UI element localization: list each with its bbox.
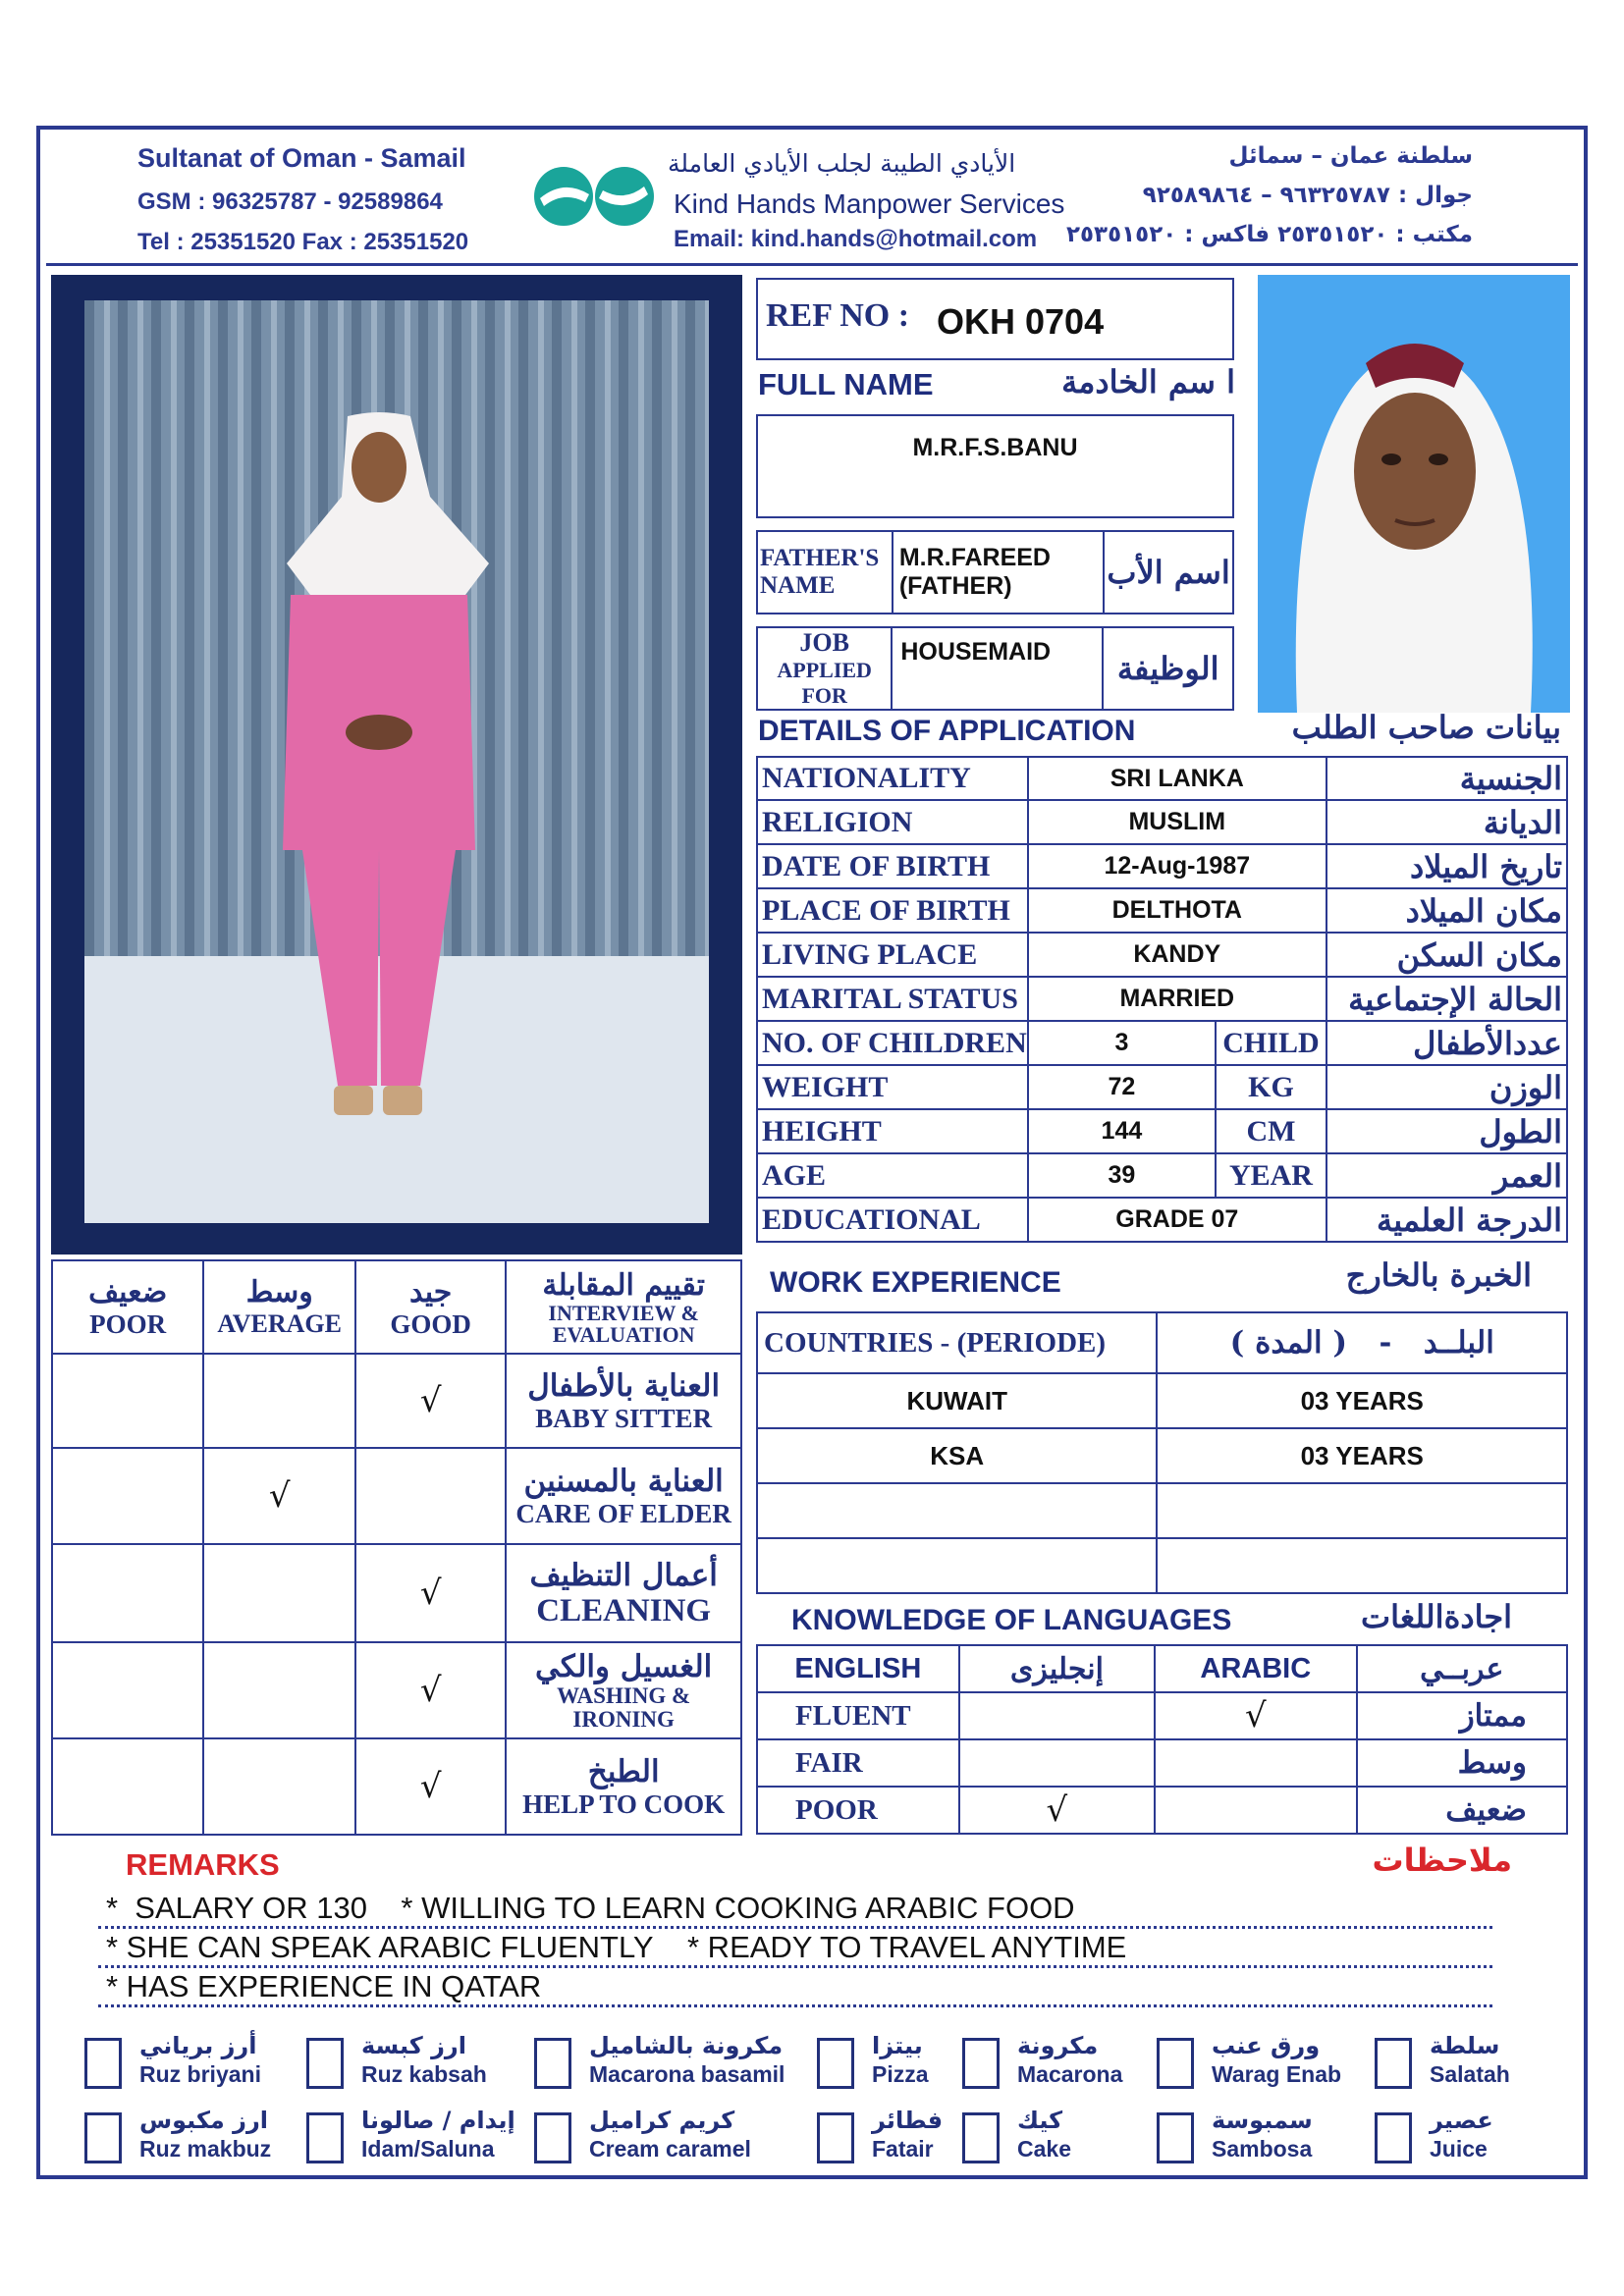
details-label-en: RELIGION — [757, 800, 1028, 844]
food-label-en: Sambosa — [1212, 2136, 1313, 2162]
remarks-line-3: * HAS EXPERIENCE IN QATAR — [106, 1969, 542, 2003]
company-name-en: Kind Hands Manpower Services — [674, 188, 1065, 219]
food-checkbox[interactable] — [306, 2038, 344, 2089]
eval-good-cell[interactable]: √ — [355, 1544, 506, 1642]
eval-skill-cell — [506, 1448, 741, 1544]
food-label-en: Macarona basamil — [589, 2061, 785, 2087]
work-experience-row — [757, 1483, 1567, 1538]
lang-english-cell[interactable] — [959, 1692, 1155, 1739]
lang-arabic-cell[interactable]: √ — [1155, 1692, 1356, 1739]
full-body-photo-image — [84, 300, 709, 1223]
details-label-ar: مكان السكن — [1326, 933, 1567, 977]
food-label-ar: أرز برياني — [139, 2032, 257, 2059]
details-row — [757, 1198, 1567, 1242]
kind-hands-logo — [530, 165, 658, 228]
lang-arabic-cell[interactable] — [1155, 1739, 1356, 1787]
food-checkbox[interactable] — [1157, 2038, 1194, 2089]
details-row — [757, 757, 1567, 800]
food-checkbox[interactable] — [962, 2112, 1000, 2163]
food-checkbox[interactable] — [534, 2112, 571, 2163]
details-value: 3 — [1028, 1021, 1216, 1065]
full-name-box — [756, 414, 1234, 518]
details-label-ar: الدرجة العلمية — [1326, 1198, 1567, 1242]
company-email[interactable]: Email: kind.hands@hotmail.com — [674, 226, 1038, 252]
food-label-en: Ruz briyani — [139, 2061, 261, 2087]
eval-poor-cell[interactable] — [52, 1642, 203, 1738]
eval-good-cell[interactable]: √ — [355, 1354, 506, 1448]
details-row — [757, 844, 1567, 888]
job-label-ar: الوظيفة — [1103, 627, 1233, 710]
full-name-value: M.R.F.S.BANU — [912, 434, 1078, 461]
language-row — [757, 1739, 1567, 1787]
ref-label: REF NO : — [766, 297, 910, 334]
eval-average-cell[interactable] — [203, 1354, 355, 1448]
work-col-ar: البلــد - ( المدة ) — [1157, 1312, 1567, 1373]
evaluation-row — [52, 1448, 741, 1544]
lang-level-en: FLUENT — [757, 1692, 959, 1739]
eval-head-good-en: GOOD — [390, 1308, 471, 1339]
eval-skill-ar: الغسيل والكي — [535, 1649, 713, 1684]
eval-poor-cell[interactable] — [52, 1738, 203, 1835]
lang-level-en: POOR — [757, 1787, 959, 1834]
father-value-line1: M.R.FAREED — [898, 544, 1051, 571]
details-row — [757, 800, 1567, 844]
eval-average-cell[interactable] — [203, 1738, 355, 1835]
details-label-en: HEIGHT — [757, 1109, 1028, 1153]
eval-head-good-ar: جيد — [408, 1274, 453, 1309]
work-experience-row — [757, 1538, 1567, 1593]
full-name-label-ar: ا سم الخادمة — [1061, 363, 1235, 400]
food-checkbox[interactable] — [1375, 2038, 1412, 2089]
remarks-line-2b: * READY TO TRAVEL ANYTIME — [687, 1930, 1127, 1964]
work-period-cell: 03 YEARS — [1157, 1373, 1567, 1428]
work-col-en: COUNTRIES - (PERIODE) — [757, 1312, 1157, 1373]
food-label-ar: سلطة — [1430, 2032, 1500, 2059]
food-checkbox[interactable] — [534, 2038, 571, 2089]
work-country-cell: KSA — [757, 1428, 1157, 1483]
food-label-en: Cream caramel — [589, 2136, 751, 2162]
food-label-ar: مكرونة — [1017, 2032, 1099, 2059]
details-label-en: WEIGHT — [757, 1065, 1028, 1109]
company-office-ar: مكتب : ٢٥٣٥١٥٢٠ فاكس : ٢٥٣٥١٥٢٠ — [1065, 222, 1473, 247]
eval-head-title-en2: EVALUATION — [552, 1322, 695, 1347]
details-label-ar: الوزن — [1326, 1065, 1567, 1109]
work-period-cell — [1157, 1538, 1567, 1593]
eval-head-title-ar: تقييم المقابلة — [542, 1268, 705, 1303]
food-label-en: Juice — [1430, 2136, 1488, 2162]
full-name-label-en: FULL NAME — [758, 367, 934, 401]
food-label-en: Salatah — [1430, 2061, 1510, 2087]
remarks-line-2a: * SHE CAN SPEAK ARABIC FLUENTLY — [106, 1930, 654, 1964]
eval-average-cell[interactable] — [203, 1642, 355, 1738]
details-value: 72 — [1028, 1065, 1216, 1109]
languages-heading-ar: اجادةاللغات — [1361, 1598, 1512, 1635]
language-row — [757, 1692, 1567, 1739]
details-value: SRI LANKA — [1028, 757, 1326, 800]
details-label-en: AGE — [757, 1153, 1028, 1198]
eval-head-average-ar: وسط — [245, 1275, 313, 1309]
food-label-en: Ruz kabsah — [361, 2061, 487, 2087]
father-value-line2: (FATHER) — [898, 572, 1012, 600]
eval-good-cell[interactable]: √ — [355, 1642, 506, 1738]
eval-skill-en: WASHING & — [557, 1683, 691, 1708]
details-row — [757, 888, 1567, 933]
details-label-ar: الديانة — [1326, 800, 1567, 844]
details-value: GRADE 07 — [1028, 1198, 1326, 1242]
eval-poor-cell[interactable] — [52, 1354, 203, 1448]
remarks-line-1: * SALARY OR 130 * WILLING TO LEARN COOKING ARABIC FOOD — [106, 1891, 1075, 1925]
lang-level-en: FAIR — [757, 1739, 959, 1787]
eval-skill-en: BABY SITTER — [535, 1403, 713, 1433]
company-name-ar: الأيادي الطيبة لجلب الأيادي العاملة — [668, 149, 1016, 178]
lang-level-ar: ممتاز — [1357, 1692, 1567, 1739]
food-label-en: Ruz makbuz — [139, 2136, 272, 2162]
food-label-en: Macarona — [1017, 2061, 1123, 2087]
eval-poor-cell[interactable] — [52, 1544, 203, 1642]
food-label-ar: بيتزا — [872, 2032, 923, 2059]
eval-skill-en-2: IRONING — [572, 1707, 675, 1732]
work-country-cell — [757, 1538, 1157, 1593]
food-label-ar: فطائر — [872, 2107, 944, 2134]
eval-skill-en: CLEANING — [536, 1592, 712, 1629]
remarks-label-ar: ملاحظات — [1372, 1842, 1512, 1879]
eval-skill-cell — [506, 1738, 741, 1835]
details-label-en: MARITAL STATUS — [757, 977, 1028, 1021]
food-label-en: Idam/Saluna — [361, 2136, 495, 2162]
eval-skill-ar: الطبخ — [587, 1753, 660, 1789]
job-label-en-line1: JOB — [799, 628, 849, 657]
details-row — [757, 1065, 1567, 1109]
evaluation-row — [52, 1544, 741, 1642]
company-tel-en: Tel : 25351520 Fax : 25351520 — [137, 229, 469, 255]
evaluation-table — [51, 1259, 742, 1836]
eval-head-poor-en: POOR — [89, 1308, 167, 1339]
languages-table — [756, 1644, 1568, 1835]
header-divider — [46, 263, 1578, 266]
food-label-ar: عصير — [1430, 2107, 1493, 2134]
details-row — [757, 1153, 1567, 1198]
work-experience-row — [757, 1428, 1567, 1483]
food-label-ar: ورق عنب — [1212, 2032, 1321, 2059]
lang-arabic-label: ARABIC — [1155, 1645, 1356, 1692]
details-row — [757, 1109, 1567, 1153]
details-label-ar: مكان الميلاد — [1326, 888, 1567, 933]
company-mobile-ar: جوال : ٩٦٣٢٥٧٨٧ – ٩٢٥٨٩٨٦٤ — [1142, 183, 1473, 208]
work-country-cell: KUWAIT — [757, 1373, 1157, 1428]
eval-average-cell[interactable]: √ — [203, 1448, 355, 1544]
food-label-en: Warag Enab — [1212, 2061, 1342, 2087]
food-label-en: Cake — [1017, 2136, 1071, 2162]
details-row — [757, 977, 1567, 1021]
eval-head-average-en: AVERAGE — [217, 1309, 342, 1338]
details-value: MARRIED — [1028, 977, 1326, 1021]
details-value: KANDY — [1028, 933, 1326, 977]
work-experience-rows — [757, 1373, 1567, 1593]
food-checkbox[interactable] — [306, 2112, 344, 2163]
evaluation-row — [52, 1642, 741, 1738]
work-experience-table — [756, 1311, 1568, 1594]
details-heading-en: DETAILS OF APPLICATION — [758, 715, 1136, 747]
food-checkbox[interactable] — [84, 2038, 122, 2089]
evaluation-rows — [52, 1354, 741, 1835]
eval-head-title — [506, 1260, 741, 1354]
eval-head-good — [355, 1260, 506, 1354]
evaluation-row — [52, 1354, 741, 1448]
work-experience-row — [757, 1373, 1567, 1428]
eval-average-cell[interactable] — [203, 1544, 355, 1642]
lang-english-label-ar: إنجليزى — [959, 1645, 1155, 1692]
details-label-en: DATE OF BIRTH — [757, 844, 1028, 888]
company-gsm-en: GSM : 96325787 - 92589864 — [137, 188, 443, 215]
details-value: 144 — [1028, 1109, 1216, 1153]
father-label-en-line2: NAME — [760, 572, 836, 599]
details-value: DELTHOTA — [1028, 888, 1326, 933]
eval-head-poor-ar: ضعيف — [88, 1274, 168, 1309]
lang-level-ar: ضعيف — [1357, 1787, 1567, 1834]
work-experience-heading-ar: الخبرة بالخارج — [1345, 1256, 1532, 1294]
details-value: 39 — [1028, 1153, 1216, 1198]
details-label-ar: الحالة الإجتماعية — [1326, 977, 1567, 1021]
food-checkbox[interactable] — [1157, 2112, 1194, 2163]
eval-good-cell[interactable] — [355, 1448, 506, 1544]
details-label-ar: الجنسية — [1326, 757, 1567, 800]
food-label-ar: ارز مكبوس — [139, 2107, 268, 2134]
work-period-cell: 03 YEARS — [1157, 1428, 1567, 1483]
details-unit: YEAR — [1216, 1153, 1326, 1198]
company-location-ar: سلطنة عمان – سمائل — [1228, 143, 1473, 169]
remarks-dots-2 — [98, 1965, 1492, 1968]
father-label-en-line1: FATHER'S — [760, 545, 880, 571]
job-value: HOUSEMAID — [892, 627, 1103, 710]
food-checkbox[interactable] — [1375, 2112, 1412, 2163]
father-table — [756, 530, 1234, 614]
details-label-ar: تاريخ الميلاد — [1326, 844, 1567, 888]
eval-head-average — [203, 1260, 355, 1354]
father-value — [893, 544, 1103, 601]
eval-skill-en: HELP TO COOK — [522, 1789, 726, 1819]
job-table — [756, 626, 1234, 711]
work-experience-heading-en: WORK EXPERIENCE — [770, 1266, 1061, 1299]
remarks-dots-1 — [98, 1926, 1492, 1929]
details-row — [757, 1021, 1567, 1065]
details-heading-ar: بيانات صاحب الطلب — [1291, 709, 1561, 746]
language-row — [757, 1787, 1567, 1834]
evaluation-row — [52, 1738, 741, 1835]
details-unit: CM — [1216, 1109, 1326, 1153]
eval-skill-cell — [506, 1642, 741, 1738]
eval-good-cell[interactable]: √ — [355, 1738, 506, 1835]
food-checkbox[interactable] — [817, 2112, 854, 2163]
father-label-en — [758, 545, 892, 600]
eval-poor-cell[interactable] — [52, 1448, 203, 1544]
languages-heading-en: KNOWLEDGE OF LANGUAGES — [791, 1604, 1232, 1636]
details-rows — [757, 757, 1567, 1242]
food-label-en: Fatair — [872, 2136, 934, 2162]
details-label-en: NATIONALITY — [757, 757, 1028, 800]
food-label-ar: مكرونة بالشاميل — [589, 2032, 784, 2059]
details-label-ar: الطول — [1326, 1109, 1567, 1153]
languages-rows — [757, 1692, 1567, 1834]
eval-skill-ar: العناية بالمسنين — [523, 1463, 724, 1499]
details-label-ar: العمر — [1326, 1153, 1567, 1198]
eval-head-title-en1: INTERVIEW & — [548, 1301, 699, 1325]
work-country-cell — [757, 1483, 1157, 1538]
job-label-en — [758, 628, 891, 709]
remarks-label-en: REMARKS — [126, 1847, 280, 1882]
ref-box — [756, 278, 1234, 360]
lang-level-ar: وسط — [1357, 1739, 1567, 1787]
details-label-en: PLACE OF BIRTH — [757, 888, 1028, 933]
ref-value: OKH 0704 — [937, 301, 1105, 342]
food-label-ar: كريم كراميل — [589, 2107, 735, 2134]
details-row — [757, 933, 1567, 977]
eval-skill-cell — [506, 1544, 741, 1642]
details-label-en: NO. OF CHILDREN — [757, 1021, 1028, 1065]
lang-arabic-label-ar: عربــي — [1357, 1645, 1567, 1692]
job-label-en-line2: APPLIED FOR — [777, 658, 872, 708]
food-label-ar: سمبوسة — [1212, 2107, 1313, 2134]
eval-skill-en: CARE OF ELDER — [515, 1498, 731, 1528]
details-value: 12-Aug-1987 — [1028, 844, 1326, 888]
food-label-ar: كيك — [1017, 2107, 1063, 2134]
father-label-ar: اسم الأب — [1104, 531, 1233, 614]
food-label-ar: ارز كبسة — [361, 2032, 466, 2059]
eval-skill-cell — [506, 1354, 741, 1448]
lang-english-label: ENGLISH — [757, 1645, 959, 1692]
lang-english-cell[interactable]: √ — [959, 1787, 1155, 1834]
lang-arabic-cell[interactable] — [1155, 1787, 1356, 1834]
food-checkbox[interactable] — [817, 2038, 854, 2089]
food-checkbox[interactable] — [962, 2038, 1000, 2089]
company-location-en: Sultanat of Oman - Samail — [137, 143, 466, 173]
details-label-en: EDUCATIONAL — [757, 1198, 1028, 1242]
remarks-dots-3 — [98, 2004, 1492, 2007]
food-label-ar: إيدام / صالونا — [361, 2107, 515, 2134]
eval-head-poor — [52, 1260, 203, 1354]
lang-english-cell[interactable] — [959, 1739, 1155, 1787]
details-value: MUSLIM — [1028, 800, 1326, 844]
work-period-cell — [1157, 1483, 1567, 1538]
details-unit: CHILD — [1216, 1021, 1326, 1065]
food-checkbox[interactable] — [84, 2112, 122, 2163]
details-label-ar: عددالأطفال — [1326, 1021, 1567, 1065]
details-label-en: LIVING PLACE — [757, 933, 1028, 977]
details-unit: KG — [1216, 1065, 1326, 1109]
details-table — [756, 756, 1568, 1243]
food-label-en: Pizza — [872, 2061, 929, 2087]
eval-skill-ar: العناية بالأطفال — [527, 1367, 721, 1404]
eval-skill-ar: أعمال التنظيف — [529, 1557, 718, 1593]
head-photo — [1258, 275, 1570, 713]
